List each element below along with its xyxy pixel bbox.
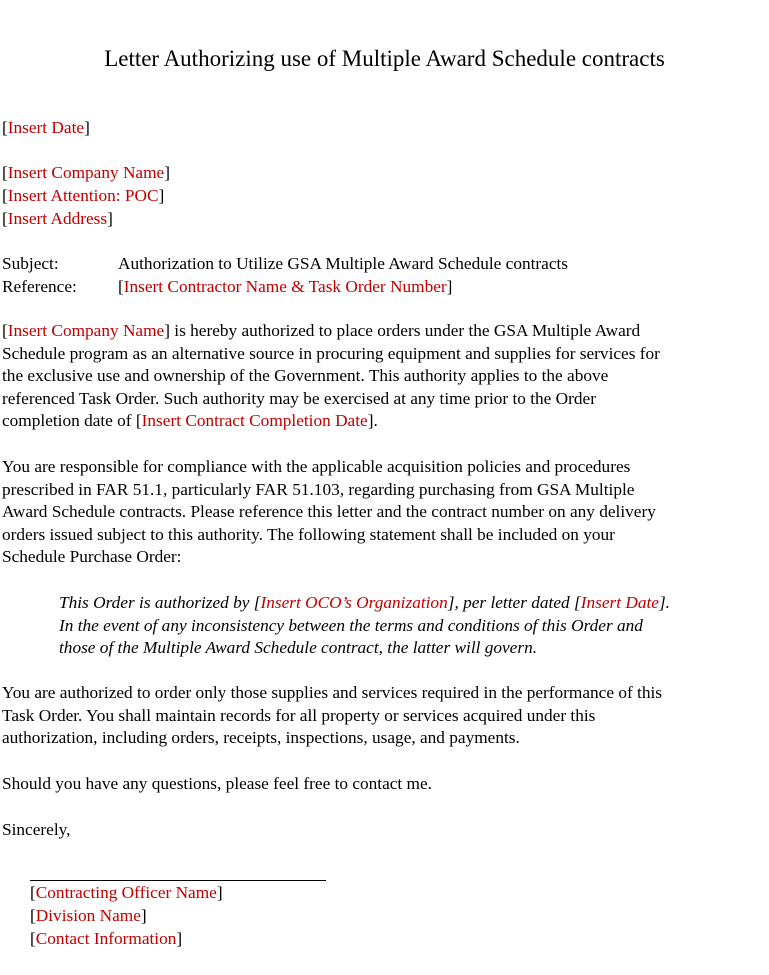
officer-name-placeholder: Contracting Officer Name (35, 883, 217, 902)
letter-date-placeholder: Insert Date (580, 593, 659, 612)
company-name-inline-placeholder: Insert Company Name (7, 321, 165, 340)
subject-label: Subject: (2, 254, 59, 273)
reference-line: Reference: [Insert Contractor Name & Task Order Number] (2, 277, 453, 296)
required-statement-quote: This Order is authorized by [Insert OCO’s Organization], per letter dated [Insert Date]. In the event of any inconsistency between the terms and conditions of this Order and those of the Multiple Award Schedule contract, the latter will govern. (59, 593, 670, 658)
completion-date-placeholder: Insert Contract Completion Date (141, 411, 368, 431)
reference-label: Reference: (2, 277, 77, 296)
division-placeholder: Division Name (35, 906, 141, 925)
oco-organization-placeholder: Insert OCO’s Organization (260, 593, 448, 612)
contractor-task-placeholder: Insert Contractor Name & Task Order Number (123, 277, 447, 296)
attention-placeholder: Insert Attention: POC (7, 186, 159, 205)
questions-line: Should you have any questions, please feel free to contact me. (2, 774, 432, 793)
letter-title: Letter Authorizing use of Multiple Award Schedule contracts (104, 46, 665, 71)
address-line: [Insert Address] (2, 209, 113, 228)
date-placeholder: Insert Date (7, 118, 85, 137)
contact-line: [Contact Information] (30, 929, 183, 948)
attention-line: [Insert Attention: POC] (2, 186, 165, 205)
address-placeholder: Insert Address (7, 209, 108, 228)
signature-line (30, 880, 326, 881)
company-name-line: [Insert Company Name] (2, 163, 170, 182)
compliance-paragraph: You are responsible for compliance with the applicable acquisition policies and procedures prescribed in FAR 51.1, particularly FAR 51.103, regarding purchasing from GSA Multiple Award Schedule contracts. Please reference this letter and the contract number on any delivery orders issued subject to this authority. The following statement shall be included on your Schedule Purchase Order: (2, 457, 656, 567)
subject-line (2, 253, 568, 275)
records-paragraph: You are authorized to order only those supplies and services required in the performance of this Task Order. You shall maintain records for all property or services acquired under this authorization, including orders, receipts, inspections, usage, and payments. (2, 683, 663, 748)
contact-placeholder: Contact Information (35, 929, 177, 948)
subject-text: Authorization to Utilize GSA Multiple Award Schedule contracts (118, 254, 569, 273)
closing-line: Sincerely, (2, 820, 71, 839)
authorization-paragraph: [Insert Company Name] is hereby authorized to place orders under the GSA Multiple Award Schedule program as an alternative source in procuring equipment and supplies for services for the exclusive use and ownership of the Government. This authority applies to the above referenced Task Order. Such authority may be exercised at any time prior to the Order completion date of [Insert Contract Completion Date]. (2, 321, 660, 431)
division-line: [Division Name] (30, 906, 147, 925)
company-name-placeholder: Insert Company Name (7, 163, 165, 182)
officer-name-line: [Contracting Officer Name] (30, 883, 223, 902)
date-line: [Insert Date] (2, 118, 90, 137)
